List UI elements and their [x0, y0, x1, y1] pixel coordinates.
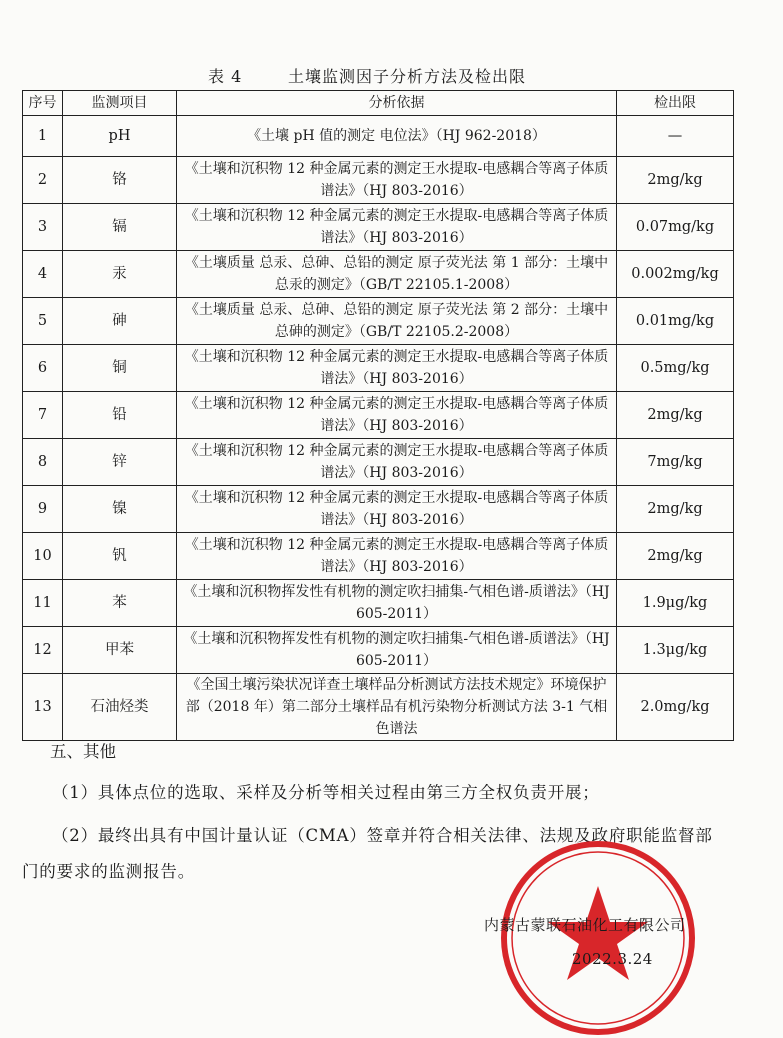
cell-limit: 0.002mg/kg — [617, 251, 734, 298]
cell-limit: 2mg/kg — [617, 533, 734, 580]
cell-item: 铬 — [63, 157, 177, 204]
table-row — [23, 486, 734, 533]
company-seal — [498, 838, 698, 1038]
cell-item: 石油烃类 — [63, 674, 177, 741]
cell-method: 《土壤和沉积物 12 种金属元素的测定王水提取-电感耦合等离子体质谱法》（HJ 803-2016） — [177, 157, 617, 204]
cell-limit: 2mg/kg — [617, 157, 734, 204]
table-row — [23, 580, 734, 627]
header-no: 序号 — [23, 91, 63, 116]
cell-item: 砷 — [63, 298, 177, 345]
cell-item: 苯 — [63, 580, 177, 627]
company-name: 内蒙古蒙联石油化工有限公司 — [484, 916, 686, 934]
cell-method: 《土壤和沉积物挥发性有机物的测定吹扫捕集-气相色谱-质谱法》（HJ 605-2011） — [177, 580, 617, 627]
cell-no: 3 — [23, 204, 63, 251]
cell-limit: 1.3μg/kg — [617, 627, 734, 674]
cell-no: 6 — [23, 345, 63, 392]
cell-method: 《土壤和沉积物 12 种金属元素的测定王水提取-电感耦合等离子体质谱法》（HJ 803-2016） — [177, 345, 617, 392]
table-row — [23, 251, 734, 298]
header-method: 分析依据 — [177, 91, 617, 116]
cell-no: 5 — [23, 298, 63, 345]
cell-item: 铅 — [63, 392, 177, 439]
cell-no: 13 — [23, 674, 63, 741]
header-limit: 检出限 — [617, 91, 734, 116]
cell-item: 铜 — [63, 345, 177, 392]
cell-no: 9 — [23, 486, 63, 533]
cell-no: 11 — [23, 580, 63, 627]
cell-method: 《土壤和沉积物 12 种金属元素的测定王水提取-电感耦合等离子体质谱法》（HJ 803-2016） — [177, 533, 617, 580]
cell-method: 《土壤和沉积物 12 种金属元素的测定王水提取-电感耦合等离子体质谱法》（HJ 803-2016） — [177, 392, 617, 439]
cell-item: 镉 — [63, 204, 177, 251]
table-row — [23, 439, 734, 486]
cell-method: 《土壤质量 总汞、总砷、总铅的测定 原子荧光法 第 1 部分：土壤中总汞的测定》（GB/T 22105.1-2008） — [177, 251, 617, 298]
paragraph-3: 门的要求的监测报告。 — [22, 862, 195, 881]
table-title: 土壤监测因子分析方法及检出限 — [288, 67, 527, 86]
paragraph-1: （1）具体点位的选取、采样及分析等相关过程由第三方全权负责开展； — [52, 783, 600, 802]
cell-limit: 0.5mg/kg — [617, 345, 734, 392]
cell-limit: 2mg/kg — [617, 392, 734, 439]
table-row — [23, 298, 734, 345]
table-row — [23, 204, 734, 251]
cell-method: 《土壤和沉积物挥发性有机物的测定吹扫捕集-气相色谱-质谱法》（HJ 605-2011） — [177, 627, 617, 674]
cell-method: 《土壤和沉积物 12 种金属元素的测定王水提取-电感耦合等离子体质谱法》（HJ 803-2016） — [177, 204, 617, 251]
table-row — [23, 674, 734, 741]
cell-no: 8 — [23, 439, 63, 486]
cell-no: 12 — [23, 627, 63, 674]
table-row — [23, 533, 734, 580]
cell-no: 1 — [23, 116, 63, 157]
cell-limit: 0.01mg/kg — [617, 298, 734, 345]
cell-no: 4 — [23, 251, 63, 298]
cell-item: 汞 — [63, 251, 177, 298]
cell-method: 《土壤和沉积物 12 种金属元素的测定王水提取-电感耦合等离子体质谱法》（HJ 803-2016） — [177, 486, 617, 533]
table-row — [23, 345, 734, 392]
cell-method: 《全国土壤污染状况详查土壤样品分析测试方法技术规定》环境保护部（2018 年）第二部分土壤样品有机污染物分析测试方法 3-1 气相色谱法 — [177, 674, 617, 741]
cell-item: 镍 — [63, 486, 177, 533]
table-number: 表 4 — [208, 67, 243, 86]
signature-date: 2022.3.24 — [572, 950, 653, 968]
cell-item: 钒 — [63, 533, 177, 580]
cell-no: 10 — [23, 533, 63, 580]
cell-item: 甲苯 — [63, 627, 177, 674]
cell-method: 《土壤质量 总汞、总砷、总铅的测定 原子荧光法 第 2 部分：土壤中总砷的测定》（GB/T 22105.2-2008） — [177, 298, 617, 345]
cell-method: 《土壤 pH 值的测定 电位法》（HJ 962-2018） — [177, 116, 617, 157]
table-row — [23, 392, 734, 439]
paragraph-2: （2）最终出具有中国计量认证（CMA）签章并符合相关法律、法规及政府职能监督部 — [52, 826, 713, 845]
cell-method: 《土壤和沉积物 12 种金属元素的测定王水提取-电感耦合等离子体质谱法》（HJ 803-2016） — [177, 439, 617, 486]
cell-limit: 2.0mg/kg — [617, 674, 734, 741]
table-row — [23, 157, 734, 204]
cell-limit: 1.9μg/kg — [617, 580, 734, 627]
table-header-row — [23, 91, 734, 116]
cell-limit: 7mg/kg — [617, 439, 734, 486]
cell-no: 2 — [23, 157, 63, 204]
cell-limit: 0.07mg/kg — [617, 204, 734, 251]
monitoring-methods-table — [22, 90, 734, 741]
header-item: 监测项目 — [63, 91, 177, 116]
cell-no: 7 — [23, 392, 63, 439]
cell-item: 锌 — [63, 439, 177, 486]
section-heading: 五、其他 — [50, 742, 116, 761]
table-row — [23, 627, 734, 674]
cell-limit: — — [617, 116, 734, 157]
cell-limit: 2mg/kg — [617, 486, 734, 533]
table-row — [23, 116, 734, 157]
cell-item: pH — [63, 116, 177, 157]
